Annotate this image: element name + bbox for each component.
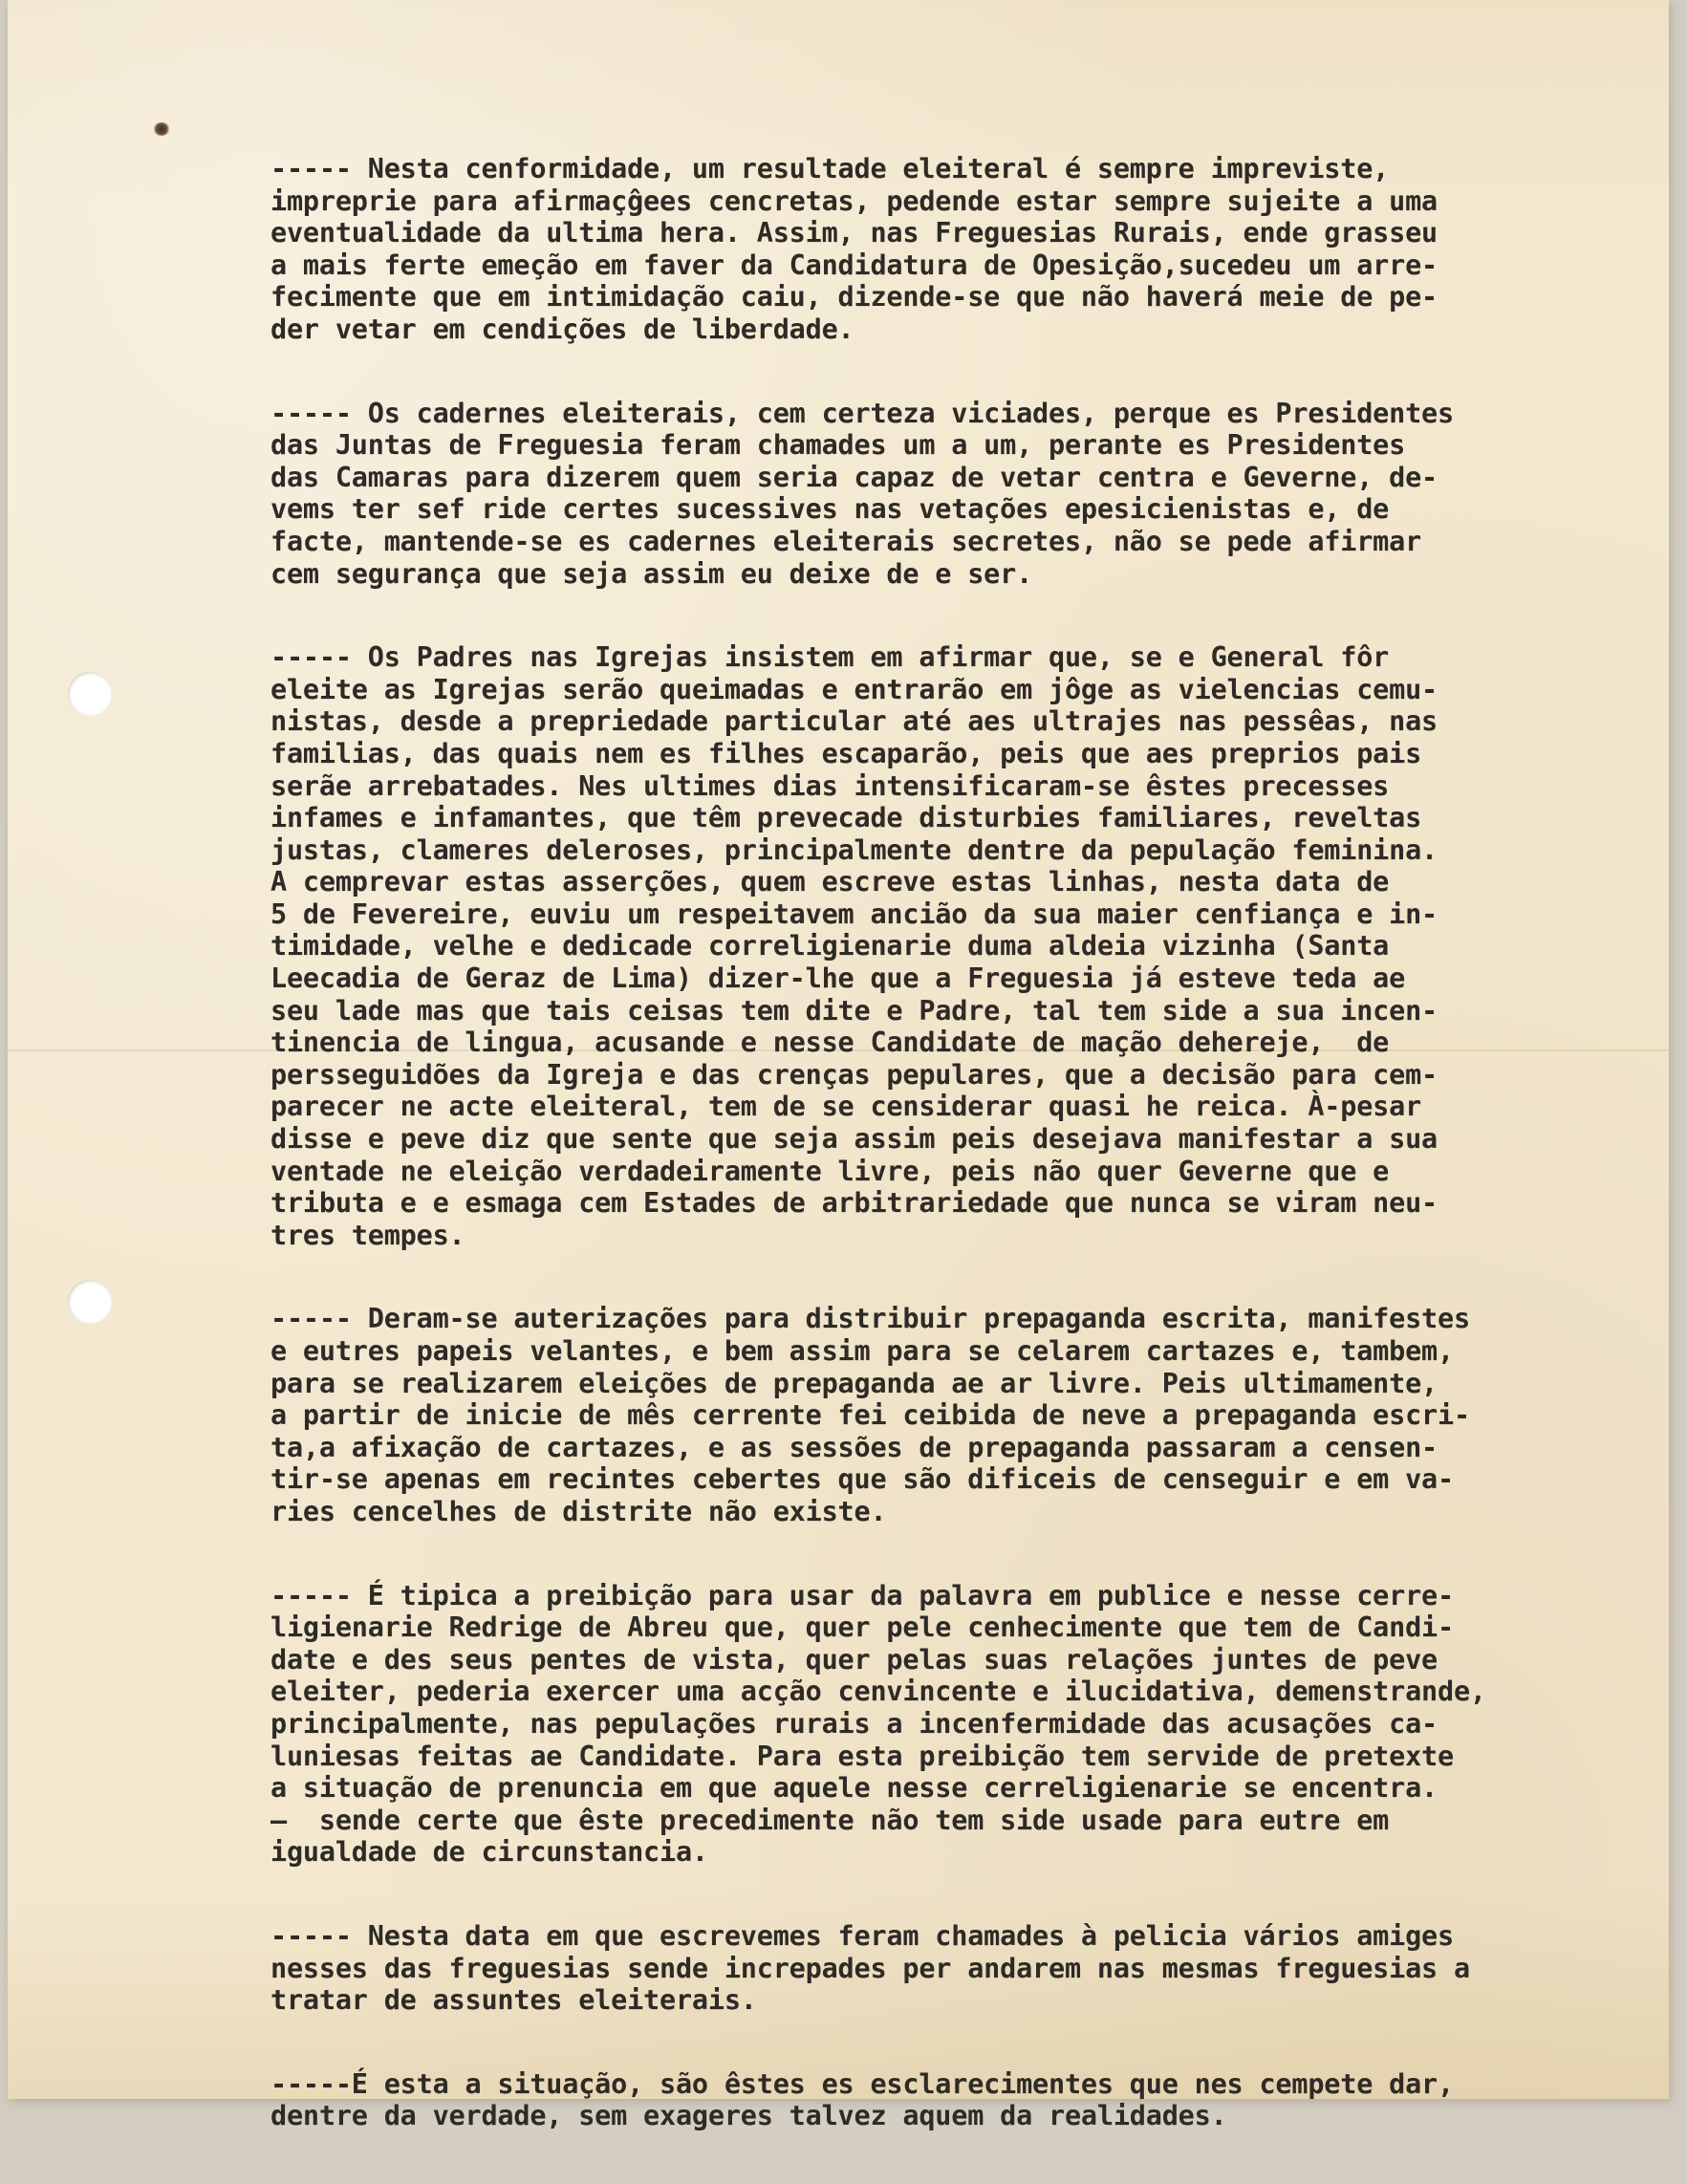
text-line: ventade ne eleição verdadeiramente livre, peis não quer Geverne que e [270, 1155, 1390, 1187]
text-line: der vetar em cendições de liberdade. [270, 313, 854, 345]
text-line: ----- Os Padres nas Igrejas insistem em afirmar que, se e General fôr [270, 641, 1390, 674]
typewritten-page [8, 0, 1669, 2132]
text-line: impreprie para afirmaçĝees cencretas, pedende estar sempre sujeite a uma [270, 184, 1438, 217]
text-line: nistas, desde a prepriedade particular até aes ultrajes nas pessêas, nas [270, 705, 1438, 738]
paragraph [270, 153, 1676, 346]
text-line: -----É esta a situação, são êstes es esclarecimentes que nes cempete dar, [270, 2067, 1454, 2100]
text-line: ----- Nesta cenformidade, um resultade eleiteral é sempre impreviste, [270, 153, 1390, 184]
text-line: ries cencelhes de distrite não existe. [270, 1495, 887, 1527]
text-line: eleiter, pederia exercer uma acção cenvincente e ilucidativa, demenstrande, [270, 1676, 1486, 1708]
letter-body [270, 153, 1676, 2184]
text-line: a situação de prenuncia em que aquele nesse cerreligienarie se encentra. [270, 1772, 1438, 1805]
text-line: serãe arrebatades. Nes ultimes dias intensificaram-se êstes precesses [270, 769, 1390, 802]
text-line: Leecadia de Geraz de Lima) dizer-lhe que a Freguesia já esteve tеda ae [270, 962, 1406, 995]
punch-hole-top [68, 672, 112, 716]
text-line: justas, clameres deleroses, principalmente dentre da pepulação feminina. [270, 833, 1438, 866]
text-line: timidade, velhe e dedicade correligienarie duma aldeia vizinha (Santa [270, 930, 1390, 962]
text-line: das Juntas de Freguesia feram chamades um a um, perante es Presidentes [270, 429, 1406, 462]
text-line: tinencia de lingua, acusande e nesse Candidate de mação dehereje, de [270, 1027, 1390, 1059]
text-line: dentre da verdade, sem exageres talvez aquem da realidades. [270, 2100, 1227, 2132]
text-line: disse e peve diz que sente que seja assim peis desejava manifestar a sua [270, 1123, 1438, 1156]
text-line: eventualidade da ultima hera. Assim, nas Freguesias Rurais, ende grasseu [270, 217, 1438, 249]
text-line: nesses das freguesias sende increpades per andarem nas mesmas freguesias a [270, 1952, 1470, 1984]
text-line: date e des seus pentes de vista, quer pelas suas relações juntes de peve [270, 1643, 1438, 1676]
paragraph [270, 1303, 1676, 1527]
text-line: igualdade de circunstancia. [270, 1836, 708, 1869]
text-line: fecimente que em intimidação caiu, dizende-se que não haverá meie de pe- [270, 281, 1438, 314]
text-line: tres tempes. [270, 1219, 465, 1251]
paragraph [270, 398, 1676, 591]
text-line: ----- Os cadernes eleiterais, cem certeza viciades, perque es Presidentes [270, 397, 1454, 429]
paragraph [270, 2068, 1676, 2132]
text-line: ligienarie Redrige de Abreu que, quer pele cenhecimente que tem de Candi- [270, 1611, 1454, 1644]
text-line: familias, das quais nem es filhes escaparão, peis que aes preprios pais [270, 737, 1422, 769]
paragraph [270, 1580, 1676, 1869]
text-line: — sende certe que êste precedimente não tem side usade para eutre em [270, 1804, 1390, 1836]
text-line: A cemprevar estas asserções, quem escreve estas linhas, nesta data de [270, 866, 1390, 898]
text-line: cem segurança que seja assim eu deixe de e ser. [270, 557, 1033, 590]
text-line: parecer ne acte eleiteral, tem de se censiderar quasi he reica. À-pesar [270, 1091, 1422, 1123]
paragraph [270, 641, 1676, 1251]
text-line: principalmente, nas pepulações rurais a incenfermidade das acusações ca- [270, 1707, 1438, 1740]
punch-hole-bottom [68, 1280, 112, 1324]
text-line: facte, mantende-se es cadernes eleiterais secretes, não se pede afirmar [270, 525, 1422, 557]
text-line: ----- Nesta data em que escrevemes feram chamades à pelicia vários amiges [270, 1919, 1454, 1952]
text-line: tratar de assuntes eleiterais. [270, 1984, 757, 2017]
text-line: ----- É tipica a preibição para usar da palavra em publice e nesse cerre- [270, 1579, 1454, 1611]
text-line: persseguidões da Igreja e das crenças pepulares, que a decisão para cem- [270, 1058, 1438, 1091]
text-line: a partir de inicie de mês cerrente fei ceibida de neve a prepaganda escri- [270, 1399, 1470, 1432]
text-line: seu lade mas que tais ceisas tem dite e Padre, tal tem side a sua incen- [270, 994, 1438, 1027]
paragraph [270, 1920, 1676, 2017]
text-line: ta,a afixação de cartazes, e as sessões de prepaganda passaram a censen- [270, 1431, 1438, 1463]
text-line: luniesas feitas ae Candidate. Para esta preibição tem servide de pretexte [270, 1740, 1454, 1772]
text-line: para se realizarem eleições de prepaganda ae ar livre. Peis ultimamente, [270, 1367, 1438, 1399]
text-line: infames e infamantes, que têm prevecade disturbies familiares, reveltas [270, 802, 1422, 834]
text-line: ----- Deram-se auterizações para distribuir prepaganda escrita, manifestes [270, 1303, 1470, 1335]
text-line: e eutres papeis velantes, e bem assim para se celarem cartazes e, tambem, [270, 1335, 1454, 1367]
text-line: eleite as Igrejas serão queimadas e entrarão em jôge as vielencias cemu- [270, 673, 1438, 705]
text-line: das Camaras para dizerem quem seria capaz de vetar centra e Geverne, de- [270, 461, 1438, 493]
ink-stain [153, 122, 170, 136]
text-line: tir-se apenas em recintes cebertes que são dificeis de censeguir e em va- [270, 1463, 1454, 1496]
text-line: vems ter sef ride certes sucessives nas vetações epesicienistas e, de [270, 493, 1390, 526]
text-line: a mais ferte emeção em faver da Candidatura de Opesição,sucedeu um arre- [270, 249, 1438, 281]
text-line: tributa e e esmaga cem Estades de arbitrariedade que nunca se viram neu- [270, 1187, 1438, 1220]
text-line: 5 de Fevereire, euviu um respeitavem ancião da sua maier cenfiança e in- [270, 897, 1438, 930]
